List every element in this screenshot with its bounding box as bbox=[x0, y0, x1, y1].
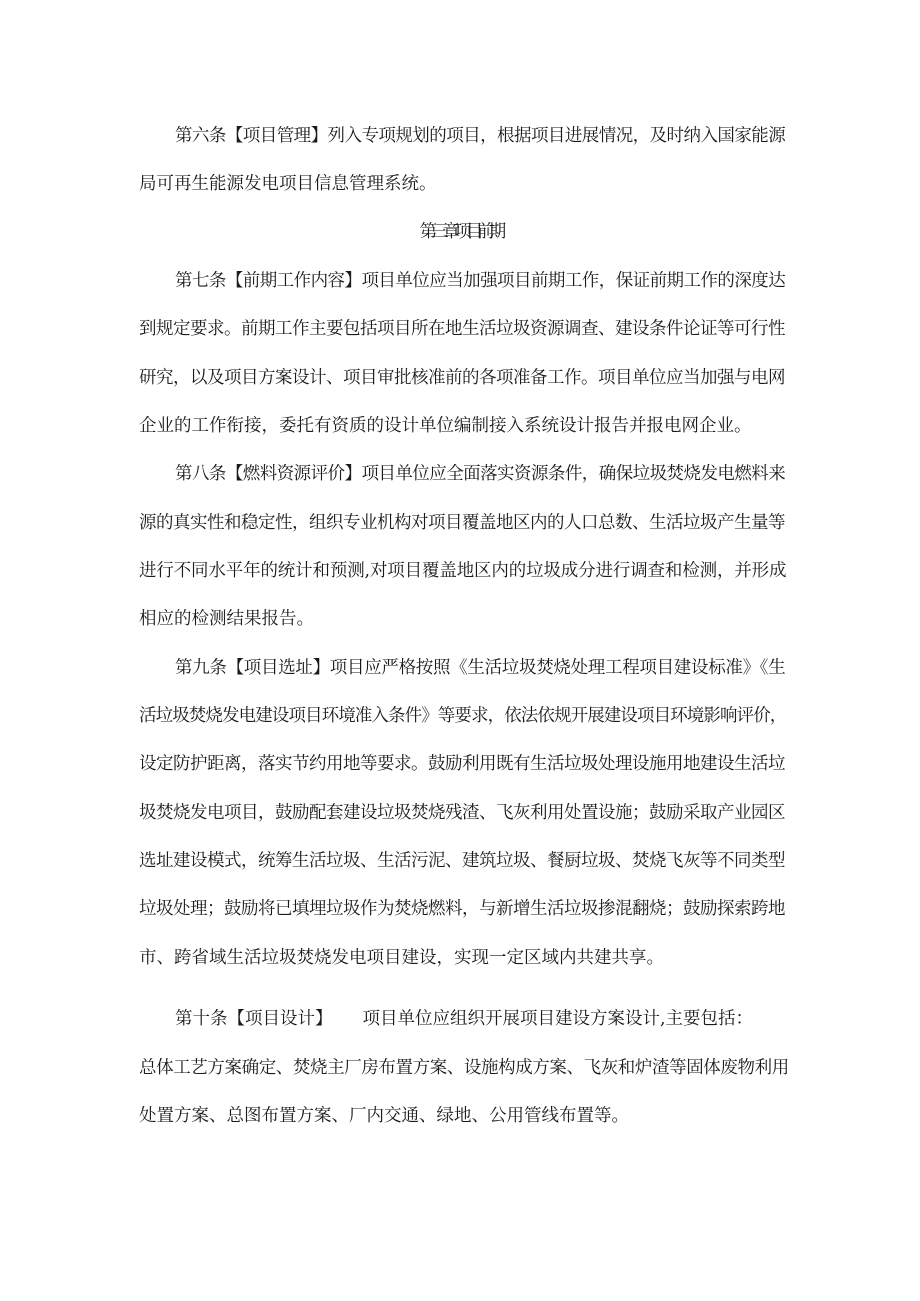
article-9-line-3: 设定防护距离，落实节约用地等要求。鼓励利用既有生活垃圾处理设施用地建设生活垃 bbox=[139, 754, 785, 774]
article-10-title: 第十条【项目设计】 bbox=[175, 1009, 333, 1029]
article-10-line-2: 总体工艺方案确定、焚烧主厂房布置方案、设施构成方案、飞灰和炉渣等固体废物利用 bbox=[139, 1058, 789, 1078]
article-7-line-4: 企业的工作衔接，委托有资质的设计单位编制接入系统设计报告并报电网企业。 bbox=[139, 416, 752, 436]
article-7-line-3: 研究，以及项目方案设计、项目审批核准前的各项准备工作。项目单位应当加强与电网 bbox=[139, 368, 785, 388]
article-9-line-6: 垃圾处理；鼓励将已填埋垃圾作为焚烧燃料，与新增生活垃圾掺混翻烧；鼓励探索跨地 bbox=[139, 899, 785, 919]
article-6-line-1: 第六条【项目管理】列入专项规划的项目，根据项目进展情况，及时纳入国家能源 bbox=[175, 126, 786, 146]
article-9-line-5: 选址建设模式，统筹生活垃圾、生活污泥、建筑垃圾、餐厨垃圾、焚烧飞灰等不同类型 bbox=[139, 851, 785, 871]
article-10-line-1 bbox=[175, 1007, 753, 1031]
chapter-heading: 第三章项目前期 bbox=[419, 222, 501, 242]
article-7-line-2: 到规定要求。前期工作主要包括项目所在地生活垃圾资源调查、建设条件论证等可行性 bbox=[139, 319, 785, 339]
article-8-line-2: 源的真实性和稳定性，组织专业机构对项目覆盖地区内的人口总数、生活垃圾产生量等 bbox=[139, 513, 785, 533]
article-7-line-1: 第七条【前期工作内容】项目单位应当加强项目前期工作，保证前期工作的深度达 bbox=[175, 271, 786, 291]
article-9-line-4: 圾焚烧发电项目，鼓励配套建设垃圾焚烧残渣、飞灰利用处置设施；鼓励采取产业园区 bbox=[139, 803, 785, 823]
article-9-line-1: 第九条【项目选址】项目应严格按照《生活垃圾焚烧处理工程项目建设标准》《生 bbox=[175, 658, 786, 678]
article-9-line-2: 活垃圾焚烧发电建设项目环境准入条件》等要求，依法依规开展建设项目环境影响评价， bbox=[139, 706, 787, 726]
article-6-line-2: 局可再生能源发电项目信息管理系统。 bbox=[139, 174, 437, 194]
article-8-line-3: 进行不同水平年的统计和预测,对项目覆盖地区内的垃圾成分进行调查和检测，并形成 bbox=[139, 561, 787, 581]
article-8-line-4: 相应的检测结果报告。 bbox=[139, 609, 314, 629]
article-8-line-1: 第八条【燃料资源评价】项目单位应全面落实资源条件，确保垃圾焚烧发电燃料来 bbox=[175, 464, 786, 484]
article-9-line-7: 市、跨省域生活垃圾焚烧发电项目建设，实现一定区域内共建共享。 bbox=[139, 948, 664, 968]
article-10-line-3: 处置方案、总图布置方案、厂内交通、绿地、公用管线布置等。 bbox=[139, 1106, 629, 1126]
article-10-intro: 项目单位应组织开展项目建设方案设计,主要包括： bbox=[362, 1009, 754, 1029]
